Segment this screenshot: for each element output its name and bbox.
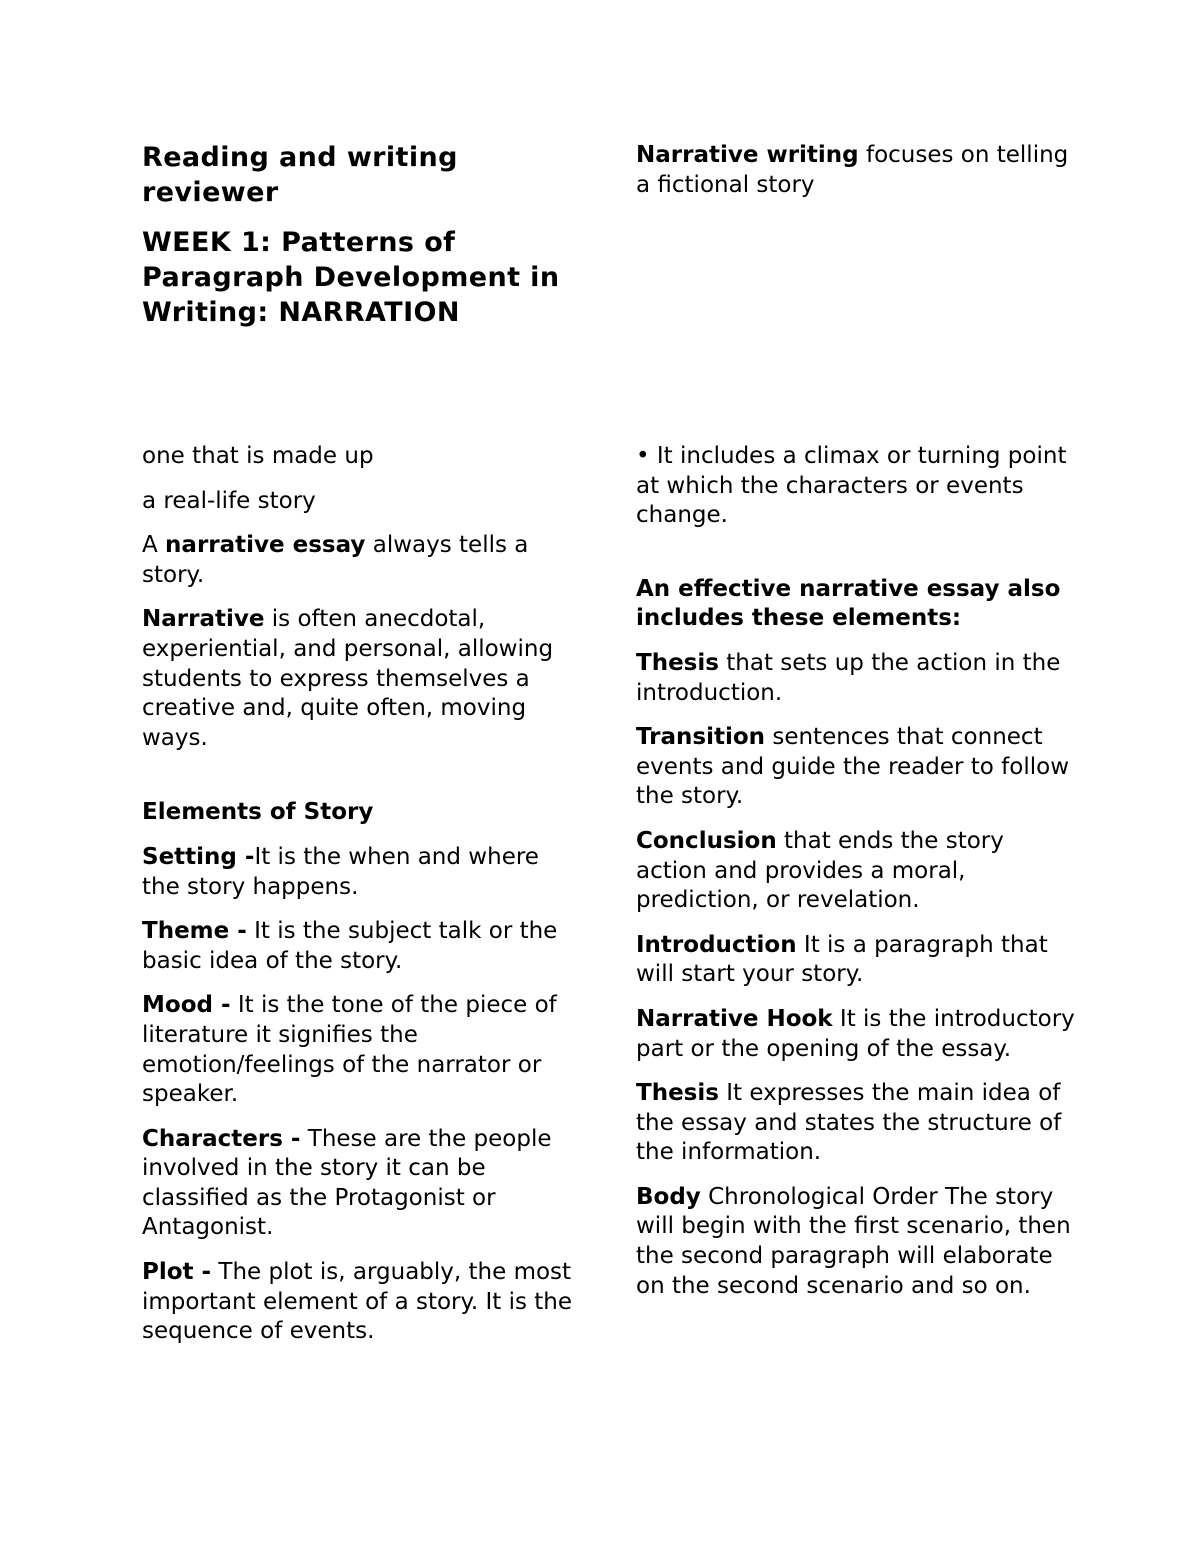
item-introduction — [636, 931, 1076, 990]
item-text: It is the introductory part or the opening of the essay. — [636, 1005, 1075, 1062]
effective-heading — [636, 575, 1076, 634]
left-header-column — [142, 140, 582, 330]
item-term: Narrative Hook — [636, 1005, 833, 1032]
item-text: sentences that connect events and guide the reader to follow the story. — [636, 724, 1070, 810]
item-narrative-hook — [636, 1005, 1076, 1064]
narrative-writing-definition — [636, 141, 1076, 200]
narrative-essay-paragraph — [142, 531, 582, 590]
item-term: Conclusion — [636, 827, 777, 854]
spacer — [142, 768, 582, 798]
narrative-term: Narrative — [142, 606, 265, 633]
element-text: The plot is, arguably, the most important element of a story. It is the sequence of events. — [142, 1259, 573, 1345]
element-setting — [142, 843, 582, 902]
essay-rest: always tells a story. — [142, 532, 529, 588]
right-header-column — [636, 141, 1076, 215]
item-term: Introduction — [636, 931, 797, 958]
element-term: Characters - — [142, 1125, 301, 1152]
element-mood — [142, 991, 582, 1109]
narrative-writing-text: focuses on telling a fictional story — [636, 142, 1069, 198]
item-body — [636, 1183, 1076, 1301]
made-up-line: one that is made up — [142, 443, 374, 469]
narrative-rest: is often anecdotal, experiential, and personal, allowing students to express themselves a creative and, quite often, moving ways. — [142, 606, 554, 751]
item-conclusion — [636, 827, 1076, 916]
item-thesis-2 — [636, 1079, 1076, 1168]
item-transition — [636, 723, 1076, 812]
element-plot — [142, 1258, 582, 1347]
narrative-paragraph — [142, 605, 582, 753]
essay-term: narrative essay — [165, 532, 366, 559]
effective-heading-text: An effective narrative essay also includes these elements: — [636, 575, 1061, 632]
essay-prefix: A — [142, 532, 166, 559]
left-body-column — [142, 442, 582, 1362]
item-text: It is a paragraph that will start your story. — [636, 931, 1048, 988]
document-title: Reading and writing reviewer — [142, 142, 458, 208]
item-term: Thesis — [636, 649, 719, 676]
item-text: It expresses the main idea of the essay and states the structure of the information. — [636, 1080, 1062, 1166]
right-body-column — [636, 442, 1076, 1316]
element-characters — [142, 1125, 582, 1243]
element-term: Plot - — [142, 1259, 212, 1286]
narrative-writing-term: Narrative writing — [636, 142, 859, 168]
elements-heading-text: Elements of Story — [142, 799, 374, 826]
item-term: Body — [636, 1183, 701, 1210]
climax-bullet: • It includes a climax or turning point at which the characters or events change. — [636, 443, 1067, 529]
item-term: Transition — [636, 724, 766, 751]
item-text: that ends the story action and provides a moral, prediction, or revelation. — [636, 827, 1004, 914]
real-life-line: a real-life story — [142, 487, 316, 514]
item-text: that sets up the action in the introduction. — [636, 649, 1061, 706]
element-term: Theme - — [142, 918, 247, 945]
element-text: It is the tone of the piece of literature it signifies the emotion/feelings of the narrator or speaker. — [142, 992, 557, 1108]
week-heading: WEEK 1: Patterns of Paragraph Development in Writing: NARRATION — [142, 227, 560, 328]
elements-heading — [142, 798, 582, 828]
element-text: It is the subject talk or the basic idea of the story. — [142, 918, 558, 974]
item-term: Thesis — [636, 1080, 719, 1107]
element-text: It is the when and where the story happens. — [142, 843, 539, 900]
element-term: Mood - — [142, 992, 231, 1019]
element-term: Setting - — [142, 843, 255, 870]
element-theme — [142, 917, 582, 976]
element-text: These are the people involved in the story it can be classified as the Protagonist or Antagonist. — [142, 1125, 552, 1241]
item-thesis — [636, 649, 1076, 708]
spacer — [636, 546, 1076, 575]
item-text: Chronological Order The story will begin with the first scenario, then the second paragraph will elaborate on the second scenario and so on. — [636, 1183, 1071, 1299]
